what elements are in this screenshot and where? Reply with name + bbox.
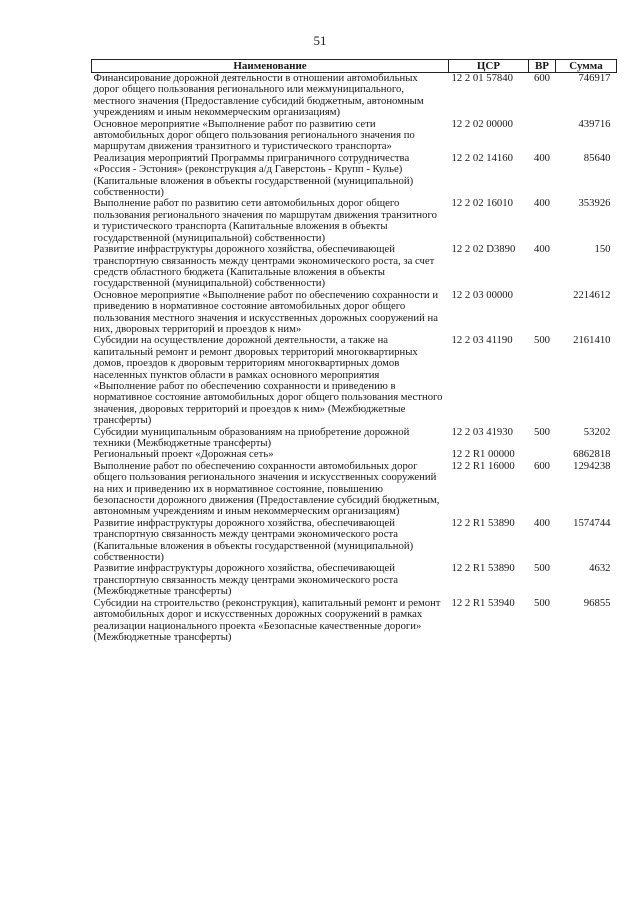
row-sum: 96855 bbox=[583, 596, 611, 609]
header-vr: ВР bbox=[529, 60, 556, 73]
row-vr: 600 bbox=[533, 459, 551, 472]
table-header-row bbox=[92, 60, 617, 73]
header-name: Наименование bbox=[92, 60, 449, 73]
row-code: 12 2 02 14160 bbox=[451, 151, 513, 164]
row-name: Развитие инфраструктуры дорожного хозяйства, обеспечивающей транспортную связанность между центрами экономического роста (Межбюджетные трансферты) bbox=[93, 562, 399, 598]
row-sum: 439716 bbox=[578, 117, 611, 130]
table-row bbox=[92, 518, 617, 564]
row-name: Реализация мероприятий Программы приграничного сотрудничества «Россия - Эстония» (реконструкция а/д Гаверстонь - Крупп - Кулье) (Капитальные вложения в объекты государственной (муниципальной) собственности) bbox=[93, 151, 414, 199]
row-vr: 400 bbox=[533, 516, 551, 529]
table-row bbox=[92, 290, 617, 336]
row-vr: 400 bbox=[533, 197, 551, 210]
row-sum: 85640 bbox=[583, 151, 611, 164]
row-vr: 500 bbox=[533, 596, 551, 609]
row-sum: 4632 bbox=[589, 562, 611, 575]
row-name: Субсидии на осуществление дорожной деятельности, а также на капитальный ремонт и ремонт дворовых территорий многоквартирных домов, проездов к дворовым территориям многоквартирных домов населенных пунктов области в рамках основного мероприятия «Выполнение работ по обеспечению сохранности и приведению в нормативное состояние автомобильных дорог общего пользования местного значения, дворовых территорий и проездов к ним» (Межбюджетные трансферты) bbox=[93, 334, 443, 427]
row-code: 12 2 03 41930 bbox=[451, 425, 513, 438]
row-vr: 500 bbox=[533, 334, 551, 347]
row-vr: 400 bbox=[533, 243, 551, 256]
row-name: Субсидии муниципальным образованиям на приобретение дорожной техники (Межбюджетные трансферты) bbox=[93, 425, 410, 449]
row-sum: 150 bbox=[594, 243, 611, 256]
table-row bbox=[92, 73, 617, 119]
table-row bbox=[92, 598, 617, 644]
row-code: 12 2 02 00000 bbox=[451, 117, 513, 130]
row-sum: 2214612 bbox=[573, 288, 611, 301]
table-row bbox=[92, 198, 617, 244]
row-sum: 6862818 bbox=[573, 448, 611, 461]
row-name: Выполнение работ по развитию сети автомобильных дорог общего пользования регионального значения по маршрутам движения транзитного и туристического транспорта (Капитальные вложения в объекты государственной (муниципальной) собственности) bbox=[93, 197, 437, 244]
row-sum: 1294238 bbox=[573, 459, 611, 472]
page-number: 51 bbox=[313, 33, 327, 48]
table-row bbox=[92, 335, 617, 426]
row-name: Основное мероприятие «Выполнение работ по развитию сети автомобильных дорог общего пользования регионального значения по маршрутам движения транзитного и туристического транспорта» bbox=[93, 117, 415, 153]
row-name: Субсидии на строительство (реконструкция), капитальный ремонт и ремонт автомобильных дорог и искусственных дорожных сооружений в рамках реализации национального проекта «Безопасные качественные дороги» (Межбюджетные трансферты) bbox=[93, 596, 441, 643]
row-vr: 500 bbox=[533, 562, 551, 575]
row-name: Выполнение работ по обеспечению сохранности автомобильных дорог общего пользования регионального значения и искусственных сооружений на них и приведению их в нормативное состояние, повышению безопасности дорожного движения (Предоставление субсидий бюджетным, автономным учреждениям и иным некоммерческим организациям) bbox=[93, 459, 440, 518]
row-code: 12 2 03 00000 bbox=[451, 288, 513, 301]
row-vr bbox=[529, 290, 556, 336]
row-sum: 2161410 bbox=[573, 334, 611, 347]
row-code: 12 2 03 41190 bbox=[451, 334, 513, 347]
row-name: Региональный проект «Дорожная сеть» bbox=[93, 448, 274, 461]
row-sum: 1574744 bbox=[573, 516, 611, 529]
row-name: Основное мероприятие «Выполнение работ по обеспечению сохранности и приведению в нормативное состояние автомобильных дорог общего пользования местного значения и искусственных дорожных сооружений на них, дворовых территорий и проездов к ним» bbox=[93, 288, 439, 335]
row-vr: 400 bbox=[533, 151, 551, 164]
row-code: 12 2 02 D3890 bbox=[451, 243, 516, 256]
table-row bbox=[92, 244, 617, 290]
row-vr: 600 bbox=[533, 72, 551, 84]
table-row bbox=[92, 427, 617, 450]
row-vr: 500 bbox=[533, 425, 551, 438]
header-sum: Сумма bbox=[556, 60, 617, 73]
row-code: 12 2 R1 53940 bbox=[451, 596, 515, 609]
header-code: ЦСР bbox=[449, 60, 529, 73]
row-code: 12 2 02 16010 bbox=[451, 197, 513, 210]
row-code: 12 2 R1 16000 bbox=[451, 459, 515, 472]
table-row bbox=[92, 119, 617, 153]
row-name: Финансирование дорожной деятельности в отношении автомобильных дорог общего пользования регионального или межмуниципального, местного значения (Предоставление субсидий бюджетным, автономным учреждениям и иным некоммерческим организациям) bbox=[93, 72, 424, 119]
table-row bbox=[92, 563, 617, 597]
row-code: 12 2 R1 53890 bbox=[451, 516, 515, 529]
table-row bbox=[92, 153, 617, 199]
row-vr bbox=[529, 119, 556, 153]
row-sum: 53202 bbox=[583, 425, 611, 438]
budget-table bbox=[91, 59, 617, 643]
row-code: 12 2 01 57840 bbox=[451, 72, 513, 84]
row-code: 12 2 R1 53890 bbox=[451, 562, 515, 575]
row-name: Развитие инфраструктуры дорожного хозяйства, обеспечивающей транспортную связанность между центрами экономического роста (Капитальные вложения в объекты государственной (муниципальной) собственности) bbox=[93, 516, 414, 564]
row-code: 12 2 R1 00000 bbox=[451, 448, 515, 461]
row-sum: 353926 bbox=[578, 197, 611, 210]
row-name: Развитие инфраструктуры дорожного хозяйства, обеспечивающей транспортную связанность между центрами экономического роста, за счет средств областного бюджета (Капитальные вложения в объекты государственной (муниципальной) собственности) bbox=[93, 243, 435, 290]
table-row bbox=[92, 461, 617, 518]
row-sum: 746917 bbox=[578, 72, 611, 84]
